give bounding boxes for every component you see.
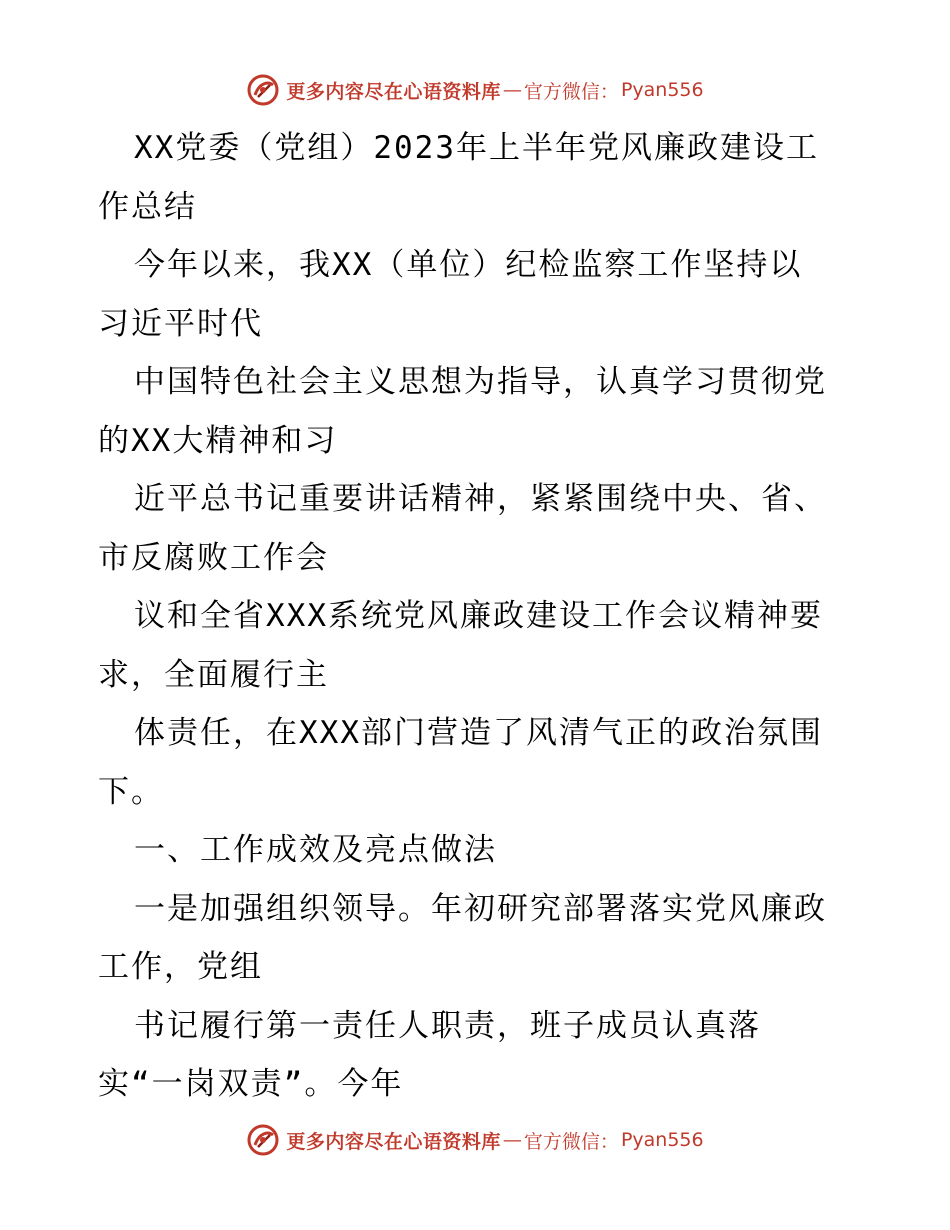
document-line: 作总结 [98,188,197,225]
header-banner [0,70,950,110]
document-line: 一是加强组织领导。年初研究部署落实党风廉政 [134,890,827,927]
wechat-label: 官方微信： [523,80,619,103]
logo-icon [246,73,280,107]
document-line: 一、工作成效及亮点做法 [134,832,497,868]
wechat-label: 官方微信： [523,1130,619,1153]
document-line: 体责任，在XXX部门营造了风清气正的政治氛围 [134,715,823,751]
site-name: 更多内容尽在心语资料库 [286,80,501,103]
document-line: XX党委（党组）2023年上半年党风廉政建设工 [134,130,819,166]
document-line: 工作，党组 [98,949,263,985]
document-line: 实“一岗双责”。今年 [98,1066,404,1102]
site-name: 更多内容尽在心语资料库 [286,1130,501,1153]
document-line: 习近平时代 [98,305,263,342]
banner-dash: — [502,79,522,101]
document-line: 议和全省XXX系统党风廉政建设工作会议精神要 [134,598,823,634]
document-line: 市反腐败工作会 [98,539,329,576]
document-line: 中国特色社会主义思想为指导，认真学习贯彻党 [134,364,827,400]
document-line: 今年以来，我XX（单位）纪检监察工作坚持以 [134,247,803,283]
document-body [98,119,858,1114]
wechat-id: Pyan556 [620,1129,704,1151]
document-line: 的XX大精神和习 [98,422,338,459]
document-line: 书记履行第一责任人职责，班子成员认真落 [134,1007,761,1044]
document-line: 求，全面履行主 [98,656,329,693]
logo-icon [246,1123,280,1157]
footer-banner [0,1120,950,1160]
document-line: 下。 [98,773,164,810]
banner-dash: — [502,1129,522,1151]
document-line: 近平总书记重要讲话精神，紧紧围绕中央、省、 [134,481,827,517]
wechat-id: Pyan556 [620,79,704,101]
